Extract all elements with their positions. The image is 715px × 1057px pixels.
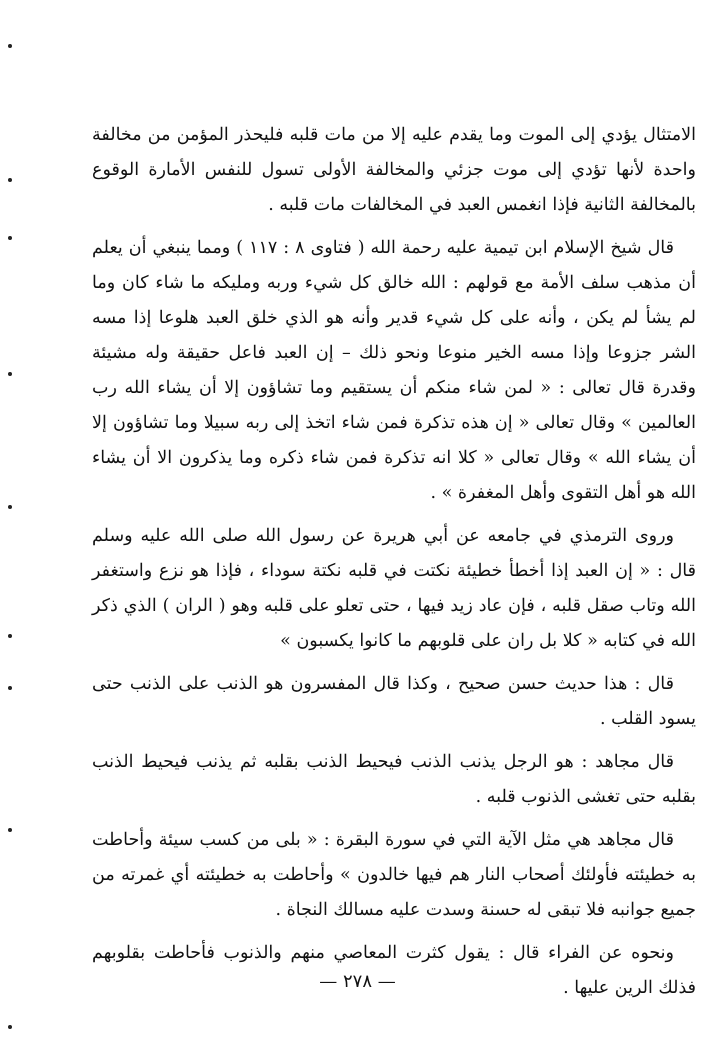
- margin-mark: [8, 828, 12, 832]
- margin-mark: [8, 178, 12, 182]
- margin-mark: [8, 372, 12, 376]
- document-body: [92, 118, 696, 1006]
- margin-mark: [8, 686, 12, 690]
- paragraph: قال : هذا حديث حسن صحيح ، وكذا قال المفسرون هو الذنب على الذنب حتى يسود القلب .: [92, 674, 696, 729]
- paragraph: قال مجاهد هي مثل الآية التي في سورة البقرة : « بلى من كسب سيئة وأحاطت به خطيئته فأولئك أصحاب النار هم فيها خالدون » وأحاطت به خطيئته أي غمرته من جميع جوانبه فلا تبقى له حسنة وسدت عليه مسالك النجاة .: [92, 830, 696, 920]
- margin-mark: [8, 634, 12, 638]
- paragraph: وروى الترمذي في جامعه عن أبي هريرة عن رسول الله صلى الله عليه وسلم قال : « إن العبد إذا أخطأ خطيئة نكتت في قلبه نكتة سوداء ، فإذا هو نزع واستغفر الله وتاب صقل قلبه ، فإن عاد زيد فيها ، حتى تعلو على قلبه وهو ( الران ) الذي ذكر الله في كتابه « كلا بل ران على قلوبهم ما كانوا يكسبون »: [92, 526, 696, 651]
- margin-mark: [8, 44, 12, 48]
- page-number: — ٢٧٨ —: [319, 971, 396, 992]
- paragraph: ونحوه عن الفراء قال : يقول كثرت المعاصي منهم والذنوب فأحاطت بقلوبهم فذلك الرين عليها .: [92, 943, 696, 998]
- paragraph: الامتثال يؤدي إلى الموت وما يقدم عليه إلا من مات قلبه فليحذر المؤمن من مخالفة واحدة لأنها تؤدي إلى موت جزئي والمخالفة الأولى تسول للنفس الأمارة الوقوع بالمخالفة الثانية فإذا انغمس العبد في المخالفات مات قلبه .: [92, 125, 696, 215]
- margin-mark: [8, 505, 12, 509]
- margin-mark: [8, 1025, 12, 1029]
- margin-mark: [8, 236, 12, 240]
- paragraph: قال شيخ الإسلام ابن تيمية عليه رحمة الله ( فتاوى ٨ : ١١٧ ) ومما ينبغي أن يعلم أن مذهب سلف الأمة مع قولهم : الله خالق كل شيء وربه ومليكه ما شاء كان وما لم يشأ لم يكن ، وأنه على كل شيء قدير وأنه هو الذي خلق العبد هلوعا إذا مسه الشر جزوعا وإذا مسه الخير منوعا ونحو ذلك – إن العبد فاعل حقيقة وله مشيئة وقدرة قال تعالى : « لمن شاء منكم أن يستقيم وما تشاؤون إلا أن يشاء الله رب العالمين » وقال تعالى « إن هذه تذكرة فمن شاء اتخذ إلى ربه سبيلا وما تشاؤون إلا أن يشاء الله » وقال تعالى « كلا انه تذكرة فمن شاء ذكره وما يذكرون الا أن يشاء الله هو أهل التقوى وأهل المغفرة » .: [92, 238, 696, 503]
- paragraph: قال مجاهد : هو الرجل يذنب الذنب فيحيط الذنب بقلبه ثم يذنب فيحيط الذنب بقلبه حتى تغشى الذنوب قلبه .: [92, 752, 696, 807]
